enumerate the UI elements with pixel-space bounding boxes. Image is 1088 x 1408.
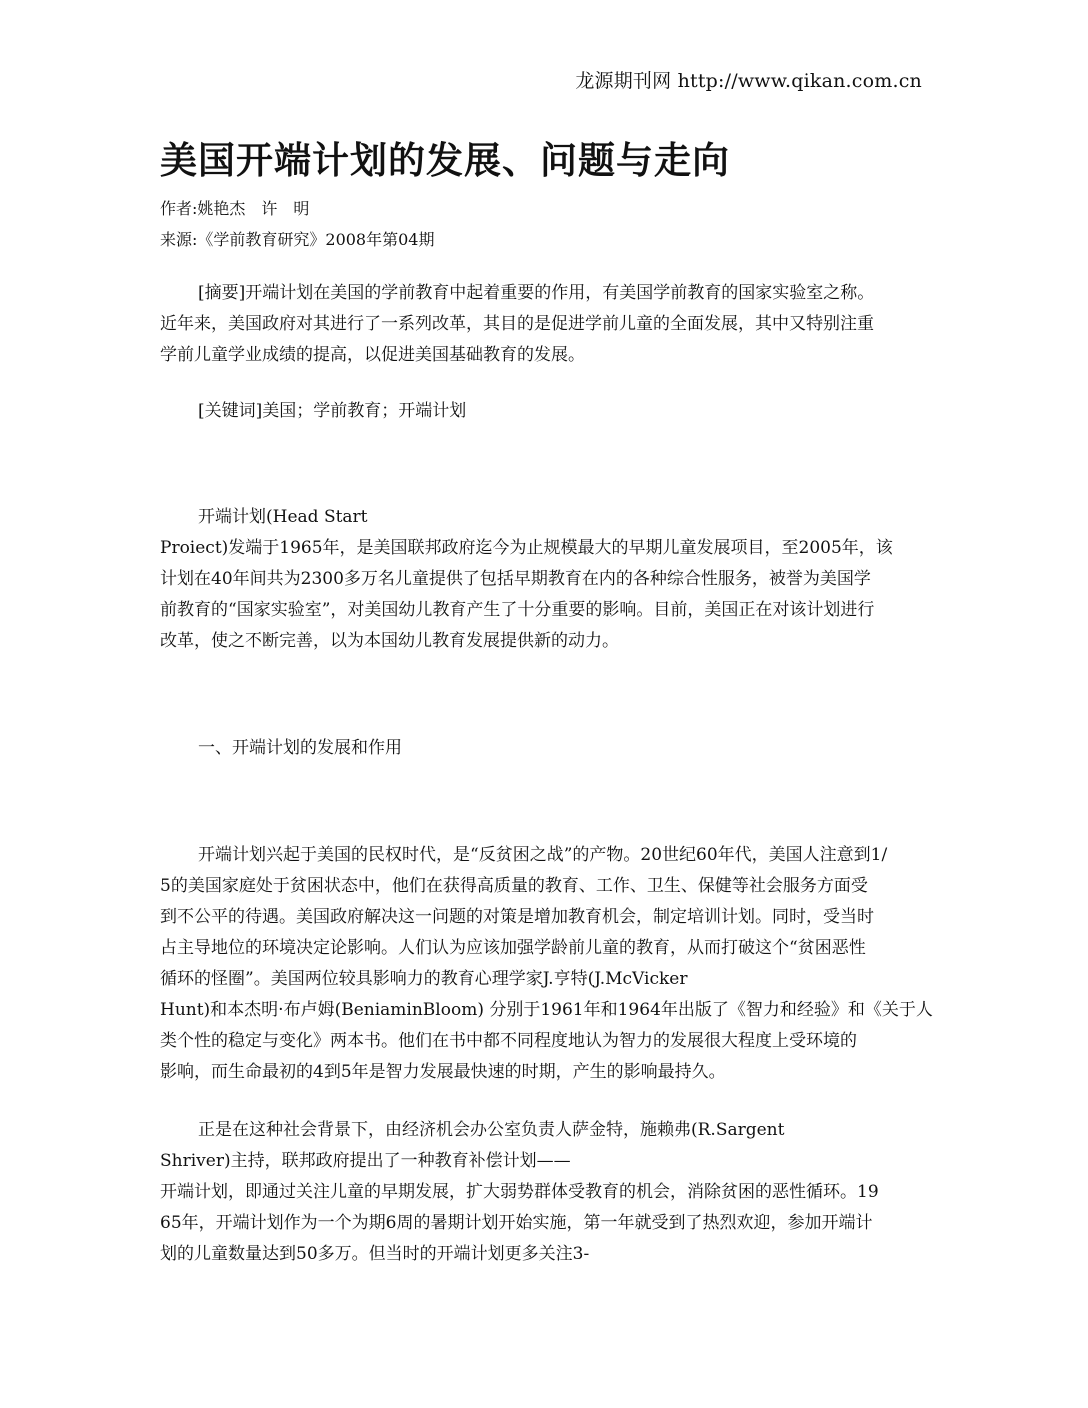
body-line: 65年，开端计划作为一个为期6周的暑期计划开始实施，第一年就受到了热烈欢迎，参加开端计 — [160, 1213, 873, 1233]
keywords-line: [关键词]美国；学前教育；开端计划 — [198, 401, 467, 421]
body-line: 循环的怪圈”。美国两位较具影响力的教育心理学家J.亨特(J.McVicker — [160, 969, 688, 989]
abstract-paragraph — [160, 278, 925, 371]
author-line: 作者:姚艳杰 许 明 — [160, 199, 310, 218]
body-line: 类个性的稳定与变化》两本书。他们在书中都不同程度地认为智力的发展很大程度上受环境的 — [160, 1031, 857, 1051]
intro-line: 前教育的“国家实验室”，对美国幼儿教育产生了十分重要的影响。目前，美国正在对该计划进行 — [160, 600, 875, 620]
source-line: 来源:《学前教育研究》2008年第04期 — [160, 230, 435, 249]
body-line: 占主导地位的环境决定论影响。人们认为应该加强学龄前儿童的教育，从而打破这个“贫困恶性 — [160, 938, 866, 958]
body-line: 影响，而生命最初的4到5年是智力发展最快速的时期，产生的影响最持久。 — [160, 1062, 726, 1082]
body-line: 开端计划兴起于美国的民权时代，是“反贫困之战”的产物。20世纪60年代，美国人注意到1/ — [198, 845, 888, 865]
body-line: 划的儿童数量达到50多万。但当时的开端计划更多关注3- — [160, 1244, 590, 1264]
abstract-line: 近年来，美国政府对其进行了一系列改革，其目的是促进学前儿童的全面发展，其中又特别注重 — [160, 314, 874, 334]
section-heading-text: 一、开端计划的发展和作用 — [198, 738, 402, 758]
body-line: 正是在这种社会背景下，由经济机会办公室负责人萨金特，施赖弗(R.Sargent — [198, 1120, 785, 1140]
abstract-line: 学前儿童学业成绩的提高，以促进美国基础教育的发展。 — [160, 345, 585, 365]
article-title: 美国开端计划的发展、问题与走向 — [160, 139, 730, 182]
section-heading — [160, 733, 925, 764]
body-line: 到不公平的待遇。美国政府解决这一问题的对策是增加教育机会，制定培训计划。同时，受当时 — [160, 907, 874, 927]
keywords-paragraph — [160, 396, 925, 427]
body-line: Hunt)和本杰明·布卢姆(BeniaminBloom) 分别于1961年和1964年出版了《智力和经验》和《关于人 — [160, 1000, 933, 1020]
site-header: 龙源期刊网 http://www.qikan.com.cn — [575, 70, 922, 92]
body-line: 开端计划，即通过关注儿童的早期发展，扩大弱势群体受教育的机会，消除贫困的恶性循环。19 — [160, 1182, 879, 1202]
abstract-line: [摘要]开端计划在美国的学前教育中起着重要的作用，有美国学前教育的国家实验室之称。 — [198, 283, 875, 303]
body-paragraph-1 — [160, 840, 933, 1088]
body-line: Shriver)主持，联邦政府提出了一种教育补偿计划—— — [160, 1151, 571, 1171]
intro-line: 计划在40年间共为2300多万名儿童提供了包括早期教育在内的各种综合性服务，被誉为美国学 — [160, 569, 871, 589]
intro-paragraph — [160, 502, 925, 657]
body-line: 5的美国家庭处于贫困状态中，他们在获得高质量的教育、工作、卫生、保健等社会服务方面受 — [160, 876, 868, 896]
intro-line: Proiect)发端于1965年，是美国联邦政府迄今为止规模最大的早期儿童发展项目，至2005年，该 — [160, 538, 893, 558]
intro-line: 改革，使之不断完善，以为本国幼儿教育发展提供新的动力。 — [160, 631, 619, 651]
body-paragraph-2 — [160, 1115, 925, 1270]
intro-line: 开端计划(Head Start — [198, 507, 368, 527]
